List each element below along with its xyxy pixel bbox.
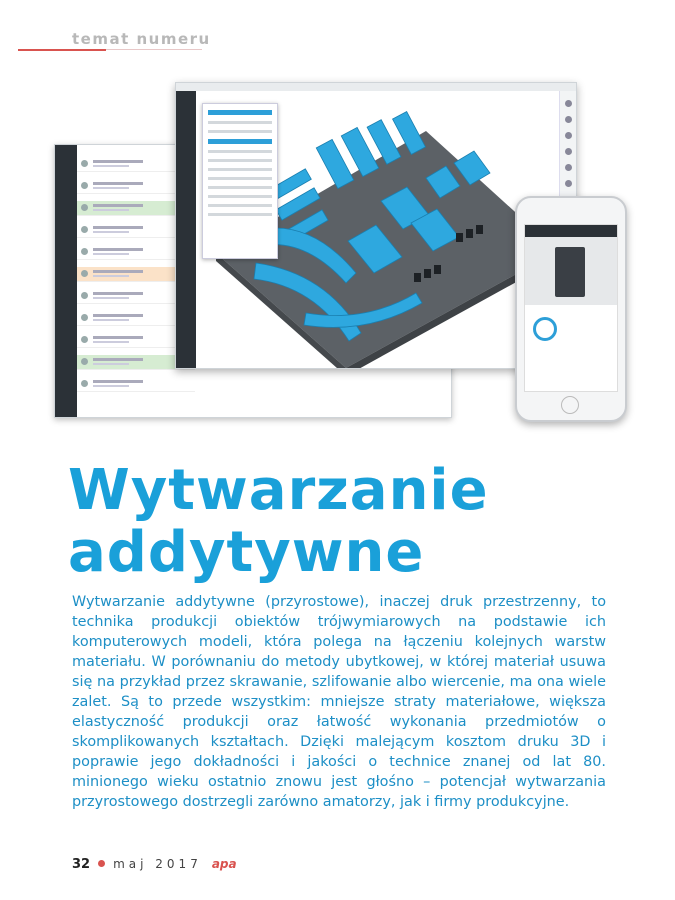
section-label: temat numeru xyxy=(72,30,211,48)
title-line-2: addytywne xyxy=(68,520,425,585)
magazine-logo: apa xyxy=(211,857,237,871)
view-manager-panel xyxy=(202,103,278,259)
issue-date: maj 2017 xyxy=(113,857,202,871)
printer-photo xyxy=(525,237,617,305)
list-item xyxy=(77,377,195,392)
footer-dot xyxy=(98,860,105,867)
phone-screen xyxy=(524,224,618,392)
article-lead: Wytwarzanie addytywne (przyrostowe), inaczej druk przestrzenny, to technika produkcji obiektów trójwymiarowych na podstawie ich komputerowych modeli, która polega na łączeniu kolejnych warstw materiału. W porównaniu do metody ubytkowej, w której materiał usuwa się na przykład przez skrawanie, szlifowanie albo wiercenie, ma ona wiele zalet. Są to przede wszystkim: mniejsze straty materiałowe, większa elastyczność produkcji oraz łatwość wykonania przedmiotów o skomplikowanych kształtach. Dzięki malejącym kosztom druku 3D i poprawie jego dokładności i jakości o technice znanej od lat 80. minionego wieku ostatnio znowu jest głośno – potencjał wytwarzania przyrostowego dostrzegli zarówno amatorzy, jak i firmy produkcyjne. xyxy=(72,594,606,810)
title-line-1: Wytwarzanie xyxy=(68,458,489,523)
software-illustration xyxy=(50,80,630,430)
article-title xyxy=(68,460,489,584)
section-rule-light xyxy=(106,49,202,50)
queue-sidebar xyxy=(55,145,77,417)
page-footer xyxy=(72,857,237,872)
phone-mockup xyxy=(515,196,627,422)
section-rule xyxy=(18,49,106,51)
progress-ring xyxy=(533,317,557,341)
home-button xyxy=(561,396,579,414)
page-number: 32 xyxy=(72,857,91,872)
